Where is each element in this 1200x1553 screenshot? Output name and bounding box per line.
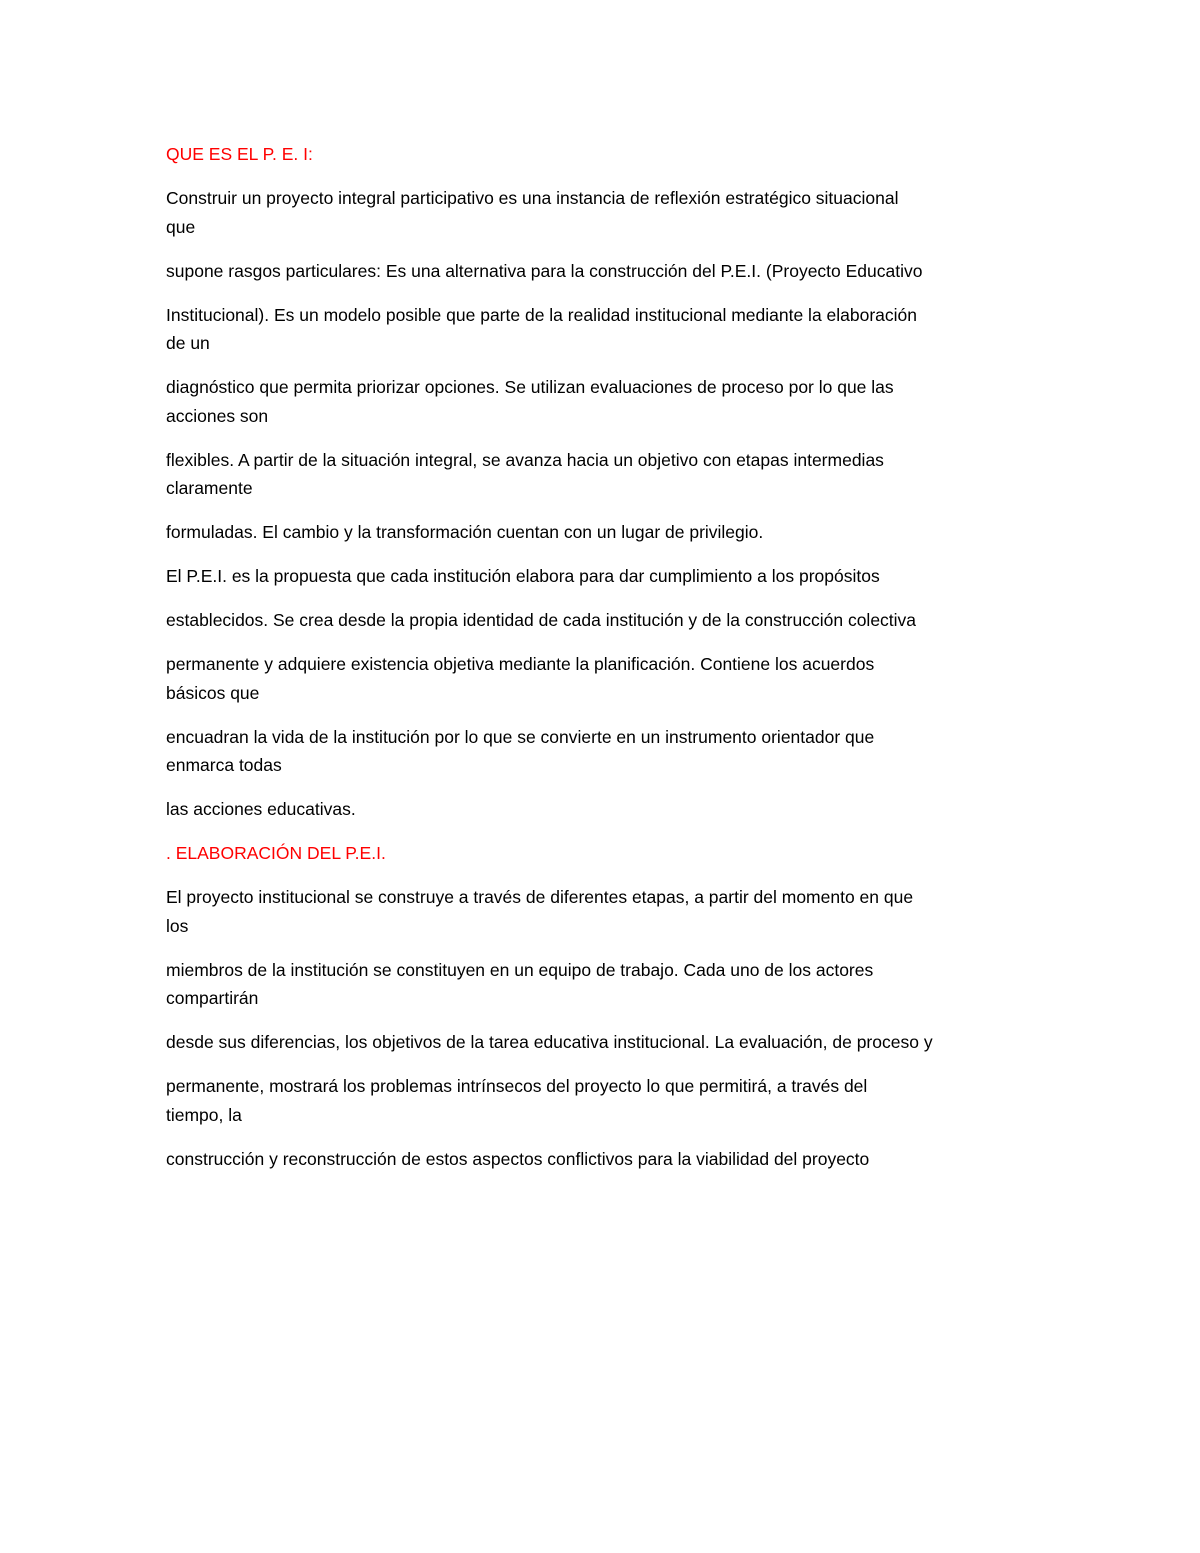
section-que-es-pei <box>166 184 1036 824</box>
paragraph-line: construcción y reconstrucción de estos aspectos conflictivos para la viabilidad del proyecto <box>166 1148 870 1169</box>
document-body <box>166 140 1036 1189</box>
paragraph-line: El P.E.I. es la propuesta que cada institución elabora para dar cumplimiento a los propósitos <box>166 566 880 586</box>
paragraph-line: diagnóstico que permita priorizar opciones. Se utilizan evaluaciones de proceso por lo que las acciones son <box>166 377 894 426</box>
paragraph-line: las acciones educativas. <box>166 799 356 819</box>
paragraph-line: permanente y adquiere existencia objetiva mediante la planificación. Contiene los acuerdos básicos que <box>166 654 875 703</box>
heading-que-es-pei: QUE ES EL P. E. I: <box>166 144 313 164</box>
section-elaboracion-pei <box>166 883 1036 1173</box>
heading-elaboracion-pei: . ELABORACIÓN DEL P.E.I. <box>166 843 386 863</box>
paragraph-line: Institucional). Es un modelo posible que parte de la realidad institucional mediante la elaboración de un <box>166 304 918 353</box>
paragraph-line: Construir un proyecto integral participativo es una instancia de reflexión estratégico situacional que <box>166 188 899 237</box>
paragraph-line: encuadran la vida de la institución por lo que se convierte en un instrumento orientador que enmarca todas <box>166 726 875 775</box>
paragraph-line: formuladas. El cambio y la transformación cuentan con un lugar de privilegio. <box>166 522 764 542</box>
paragraph-line: permanente, mostrará los problemas intrínsecos del proyecto lo que permitirá, a través del tiempo, la <box>166 1076 868 1125</box>
paragraph-line: miembros de la institución se constituyen en un equipo de trabajo. Cada uno de los actores compartirán <box>166 959 874 1008</box>
paragraph-line: flexibles. A partir de la situación integral, se avanza hacia un objetivo con etapas intermedias claramente <box>166 449 884 498</box>
paragraph-line: El proyecto institucional se construye a través de diferentes etapas, a partir del momento en que los <box>166 887 914 936</box>
paragraph-line: establecidos. Se crea desde la propia identidad de cada institución y de la construcción colectiva <box>166 610 917 630</box>
paragraph-line: desde sus diferencias, los objetivos de la tarea educativa institucional. La evaluación, de proceso y <box>166 1032 933 1052</box>
paragraph-line: supone rasgos particulares: Es una alternativa para la construcción del P.E.I. (Proyecto Educativo <box>166 260 923 281</box>
